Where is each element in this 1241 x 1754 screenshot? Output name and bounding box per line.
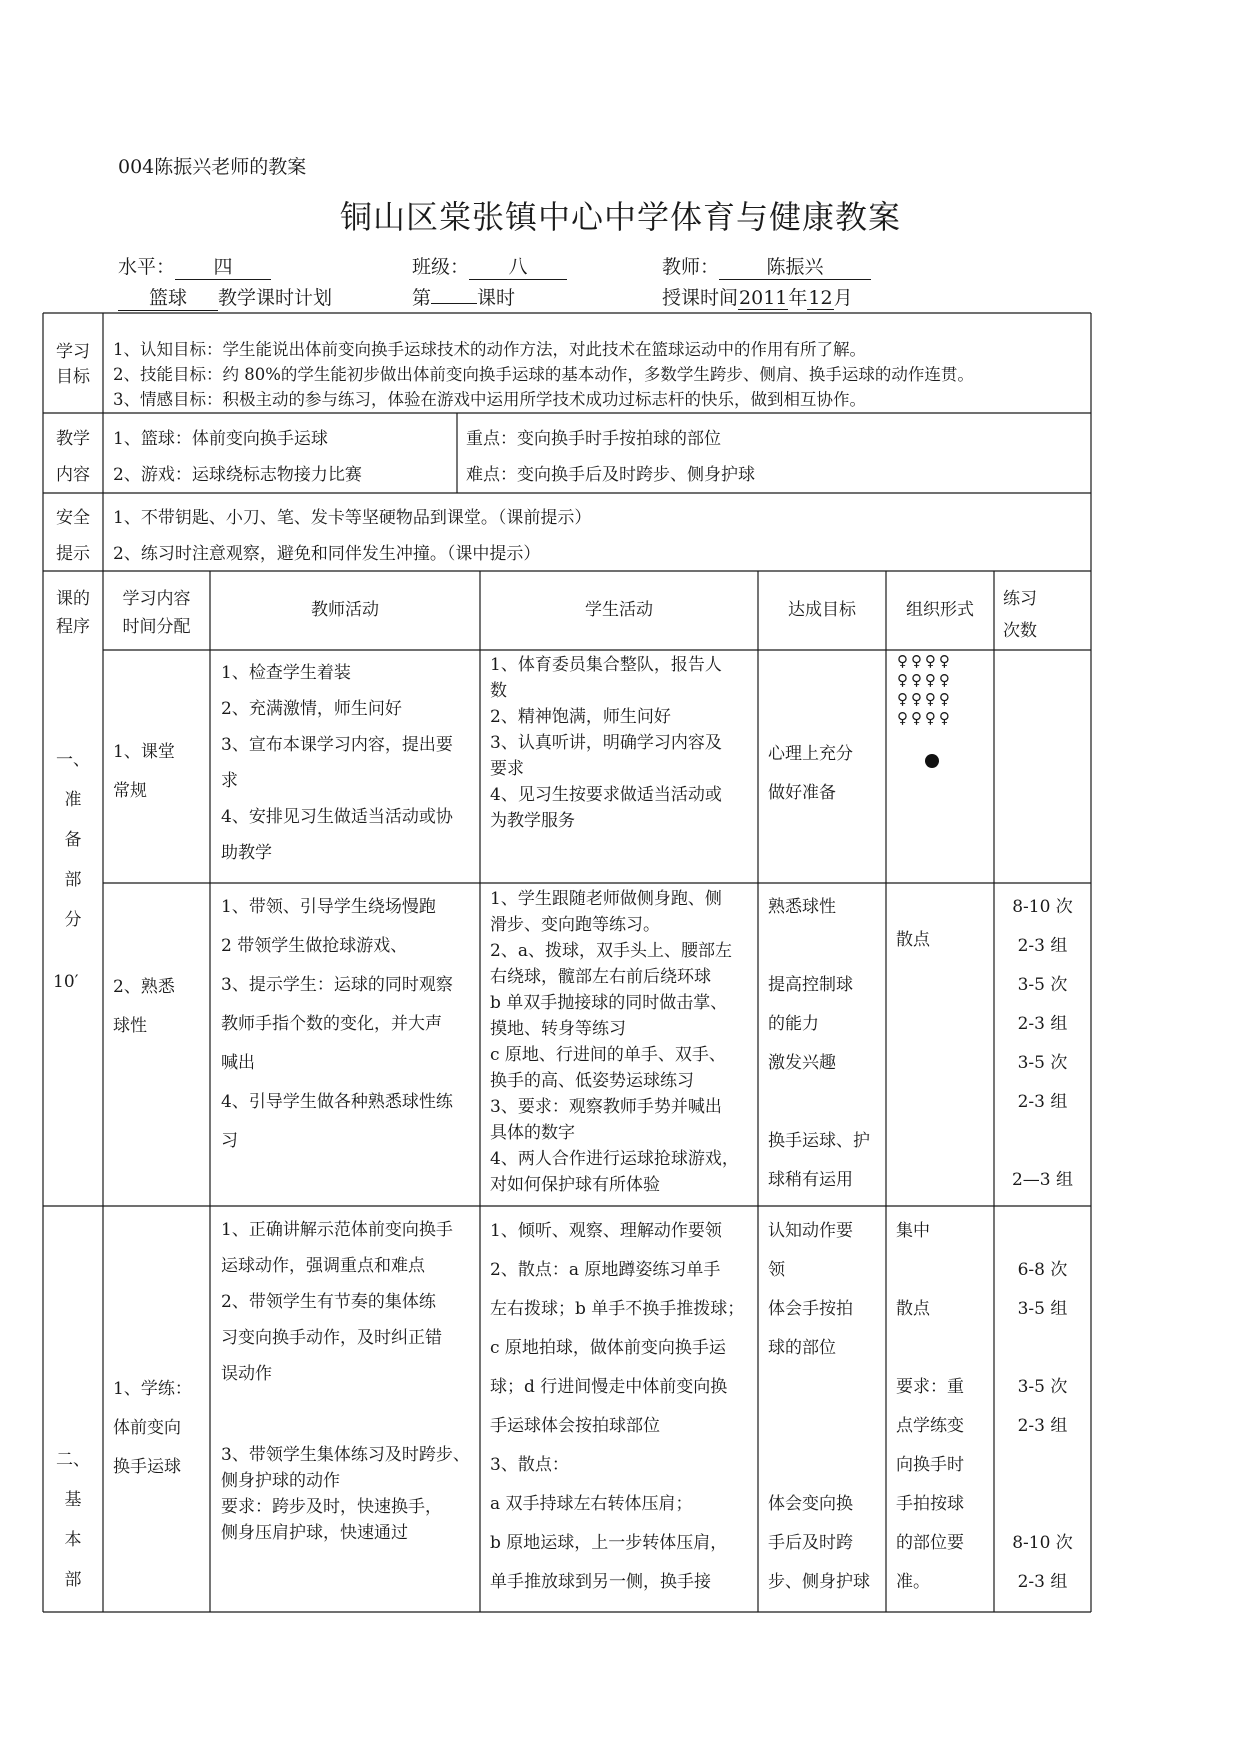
section2-organization: 集中 散点 要求：重 点学练变 向换手时 手拍按球 的部位要 准。 bbox=[896, 1221, 964, 1592]
teacher-field: 教师： 陈振兴 bbox=[662, 252, 871, 280]
objective-item: 3、情感目标：积极主动的参与练习，体验在游戏中运用所学技术成功过标志杆的快乐，做到相互协作。 bbox=[113, 390, 866, 409]
row2-teacher-activity: 1、带领、引导学生绕场慢跑 2 带领学生做抢球游戏、 3、提示学生：运球的同时观察 教师手指个数的变化，并大声 喊出 4、引导学生做各种熟悉球性练 习 bbox=[221, 897, 453, 1151]
file-label: 004陈振兴老师的教案 bbox=[118, 156, 307, 178]
row2-organization: 散点 bbox=[896, 930, 930, 950]
row2-practice: 8-10 次 2-3 组 3-5 次 2-3 组 3-5 次 2-3 组 2—3 组 bbox=[1011, 897, 1074, 1190]
safety-item: 2、练习时注意观察，避免和同伴发生冲撞。（课中提示） bbox=[113, 544, 541, 564]
section2-student-activity: 1、倾听、观察、理解动作要领 2、散点：a 原地蹲姿练习单手 左右拨球；b 单手不换手推拨球； c 原地拍球，做体前变向换手运 球；d 行进间慢走中体前变向换 手运球体会按拍球部位 3、散点： a 双手持球左右转体压肩； b 原地运球，上一步转体压肩， 单手推放球到另一侧，换手接 bbox=[490, 1221, 745, 1592]
level-value: 四 bbox=[175, 257, 271, 280]
section1-label: 一、 准 备 部 分 bbox=[56, 750, 90, 930]
header-procedure: 课的 程序 bbox=[56, 589, 90, 637]
document-title: 铜山区棠张镇中心中学体育与健康教案 bbox=[339, 198, 901, 236]
safety-label: 安全 提示 bbox=[56, 508, 90, 564]
header-organization: 组织形式 bbox=[906, 600, 974, 620]
subject-value: 篮球 bbox=[118, 288, 218, 311]
header-practice: 练习 次数 bbox=[1003, 589, 1037, 641]
content-label: 教学 内容 bbox=[56, 429, 90, 485]
class-field: 班级： 八 bbox=[412, 252, 567, 280]
row1-goal: 心理上充分 做好准备 bbox=[768, 744, 853, 803]
teacher-position-dot bbox=[925, 754, 939, 768]
row2-student-activity: 1、学生跟随老师做侧身跑、侧 滑步、变向跑等练习。 2、a、拨球，双手头上、腰部左 右绕球，髋部左右前后绕环球 b 单双手抛接球的同时做击掌、 摸地、转身等练习 c 原地、行进间的单手、双手、 换手的高、低姿势运球练习 3、要求：观察教师手势并喊出 具体的数字 4、两人合作进行运球抢球游戏， 对如何保护球有所体验 bbox=[490, 889, 739, 1195]
header-study: 学习内容 时间分配 bbox=[122, 589, 191, 637]
class-value: 八 bbox=[469, 257, 567, 280]
safety-item: 1、不带钥匙、小刀、笔、发卡等坚硬物品到课堂。（课前提示） bbox=[113, 508, 592, 528]
subject-field: 篮球 教学课时计划 bbox=[118, 283, 332, 311]
level-field: 水平： 四 bbox=[118, 252, 271, 280]
section2-label: 二、 基 本 部 bbox=[56, 1450, 90, 1590]
header-student: 学生活动 bbox=[585, 600, 653, 620]
lesson-number-value bbox=[431, 303, 477, 304]
month-value: 12 bbox=[808, 287, 833, 309]
content-items bbox=[113, 421, 362, 493]
row2-study: 2、熟悉 球性 bbox=[113, 977, 175, 1036]
difficulty-point: 难点：变向换手后及时跨步、侧身护球 bbox=[466, 465, 755, 485]
safety-list bbox=[113, 500, 591, 572]
lesson-number-field: 第 课时 bbox=[412, 287, 516, 309]
teacher-value: 陈振兴 bbox=[719, 257, 871, 280]
header-teacher: 教师活动 bbox=[311, 600, 379, 620]
section2-practice: 6-8 次 3-5 组 3-5 次 2-3 组 8-10 次 2-3 组 bbox=[1012, 1260, 1073, 1592]
section2-teacher-activity-b: 3、带领学生集体练习及时跨步、 侧身护球的动作 要求：跨步及时，快速换手， 侧身压肩护球，快速通过 bbox=[221, 1445, 470, 1543]
section1-time: 10′ bbox=[53, 972, 79, 992]
content-item: 2、游戏：运球绕标志物接力比赛 bbox=[113, 465, 362, 485]
row1-student-activity: 1、体育委员集合整队，报告人 数 2、精神饱满，师生问好 3、认真听讲，明确学习内容及 要求 4、见习生按要求做适当活动或 为教学服务 bbox=[490, 655, 722, 831]
date-field: 授课时间2011年12月 bbox=[662, 287, 853, 309]
header-goal: 达成目标 bbox=[788, 600, 856, 620]
section2-study: 1、学练： 体前变向 换手运球 bbox=[113, 1379, 192, 1477]
row1-teacher-activity: 1、检查学生着装 2、充满激情，师生问好 3、宣布本课学习内容，提出要 求 4、安排见习生做适当活动或协 助教学 bbox=[221, 663, 453, 863]
key-points bbox=[466, 421, 755, 493]
objective-item: 2、技能目标：约 80%的学生能初步做出体前变向换手运球的基本动作，多数学生跨步、侧肩、换手运球的动作连贯。 bbox=[113, 365, 974, 384]
year-value: 2011 bbox=[739, 287, 788, 309]
row1-formation: ♀♀♀♀ ♀♀♀♀ ♀♀♀♀ ♀♀♀♀ bbox=[897, 652, 953, 727]
key-point: 重点：变向换手时手按拍球的部位 bbox=[466, 429, 721, 449]
objective-item: 1、认知目标：学生能说出体前变向换手运球技术的动作方法，对此技术在篮球运动中的作用有所了解。 bbox=[113, 340, 866, 359]
section2-goal: 认知动作要 领 体会手按拍 球的部位 体会变向换 手后及时跨 步、侧身护球 bbox=[768, 1221, 870, 1592]
objectives-list bbox=[113, 337, 974, 412]
row2-goal: 熟悉球性 提高控制球 的能力 激发兴趣 换手运球、护 球稍有运用 bbox=[768, 897, 870, 1190]
objectives-label: 学习 目标 bbox=[56, 342, 90, 387]
row1-study: 1、课堂 常规 bbox=[113, 742, 175, 801]
section2-teacher-activity-a: 1、正确讲解示范体前变向换手 运球动作，强调重点和难点 2、带领学生有节奏的集体练 习变向换手动作，及时纠正错 误动作 bbox=[221, 1220, 453, 1384]
content-item: 1、篮球：体前变向换手运球 bbox=[113, 429, 328, 449]
